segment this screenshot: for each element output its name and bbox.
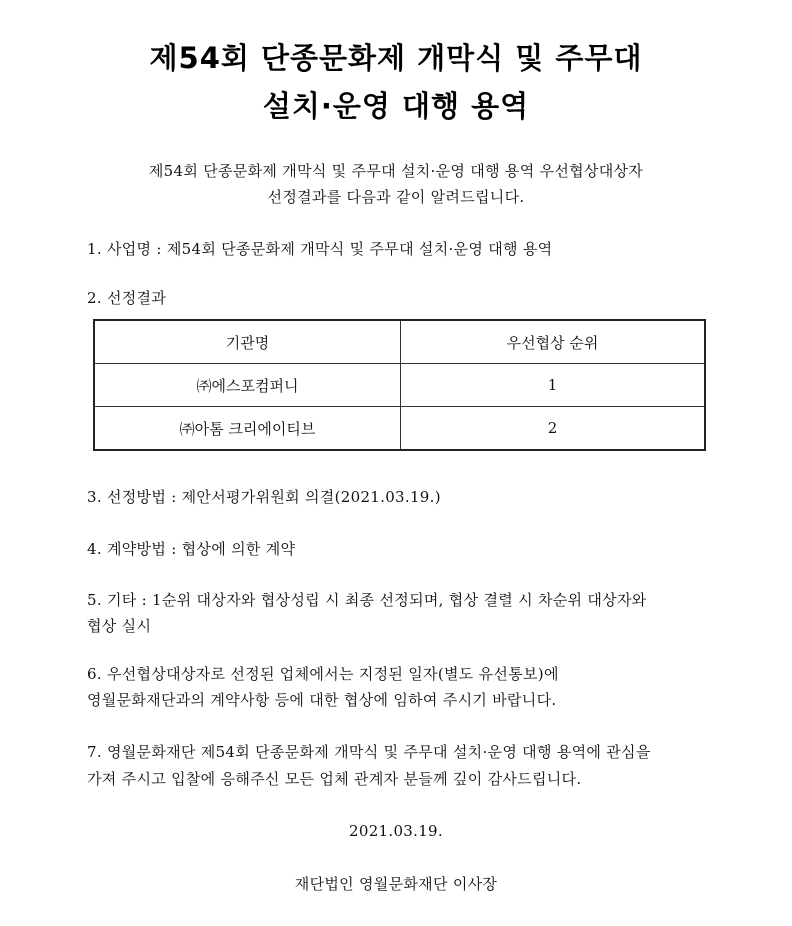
item-other-line2: 협상 실시 [87, 617, 152, 635]
item-thanks-line2: 가져 주시고 입찰에 응해주신 모든 업체 관계자 분들께 깊이 감사드립니다. [87, 770, 582, 788]
item-notice-line2: 영월문화재단과의 계약사항 등에 대한 협상에 임하여 주시기 바랍니다. [87, 691, 557, 709]
table-row [94, 364, 705, 407]
document-title-line1: 제54회 단종문화제 개막식 및 주무대 [149, 41, 643, 75]
header-priority-rank: 우선협상 순위 [401, 320, 706, 364]
table-header-row [94, 320, 705, 364]
intro-line1: 제54회 단종문화제 개막식 및 주무대 설치·운영 대행 용역 우선협상대상자 [148, 162, 644, 180]
cell-org-name: ㈜에스포컴퍼니 [94, 364, 401, 407]
item-contract-method: 4. 계약방법 : 협상에 의한 계약 [87, 540, 296, 558]
cell-org-name: ㈜아톰 크리에이티브 [94, 407, 401, 451]
item-project-name: 1. 사업명 : 제54회 단종문화제 개막식 및 주무대 설치·운영 대행 용역 [87, 240, 553, 258]
item-selection-method: 3. 선정방법 : 제안서평가위원회 의결(2021.03.19.) [87, 488, 441, 506]
document-date: 2021.03.19. [349, 822, 443, 840]
item-selection-result: 2. 선정결과 [87, 289, 167, 307]
cell-rank: 2 [401, 407, 706, 451]
intro-line2: 선정결과를 다음과 같이 알려드립니다. [267, 188, 525, 206]
item-other-line1: 5. 기타 : 1순위 대상자와 협상성립 시 최종 선정되며, 협상 결렬 시 차순위 대상자와 [87, 591, 647, 609]
table-row [94, 407, 705, 451]
item-thanks-line1: 7. 영월문화재단 제54회 단종문화제 개막식 및 주무대 설치·운영 대행 용역에 관심을 [87, 743, 651, 761]
item-notice-line1: 6. 우선협상대상자로 선정된 업체에서는 지정된 일자(별도 유선통보)에 [87, 665, 559, 683]
document-title-line2: 설치·운영 대행 용역 [262, 89, 530, 123]
cell-rank: 1 [401, 364, 706, 407]
selection-result-table [93, 319, 706, 451]
header-org-name: 기관명 [94, 320, 401, 364]
document-signature: 재단법인 영월문화재단 이사장 [294, 875, 498, 893]
